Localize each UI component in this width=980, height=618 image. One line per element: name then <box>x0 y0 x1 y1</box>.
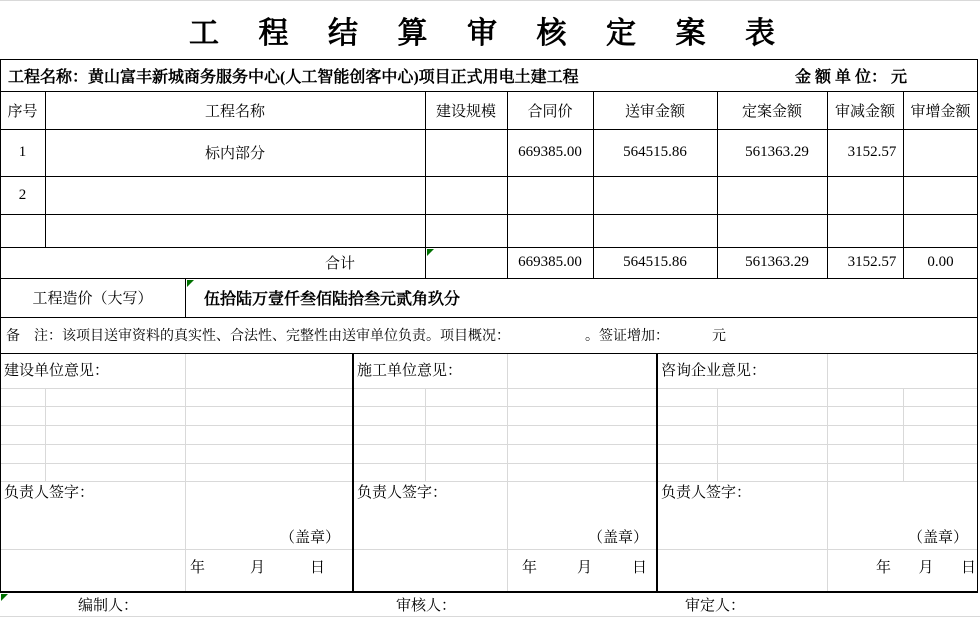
grid-line <box>717 388 718 481</box>
opinion-contractor-seal-label: （盖章） <box>587 529 648 546</box>
date-year-label: 年 <box>190 559 206 576</box>
table-border <box>45 91 46 247</box>
opinion-owner-sign-label: 负责人签字： <box>4 484 95 501</box>
amount-words-value: 伍拾陆万壹仟叁佰陆拾叁元贰角玖分 <box>204 291 461 308</box>
table-border <box>0 176 978 177</box>
date-year-label: 年 <box>522 559 538 576</box>
footer-preparer-label: 编制人： <box>78 598 139 614</box>
table-border <box>717 91 718 278</box>
total-label: 合计 <box>324 256 355 272</box>
opinion-contractor-date <box>522 552 647 580</box>
grid-line <box>0 549 977 550</box>
grid-line <box>0 425 977 426</box>
total-finalized: 561363.29 <box>745 254 809 270</box>
footer-reviewer-label: 审核人： <box>396 598 457 614</box>
total-reduced: 3152.57 <box>847 254 897 270</box>
opinion-contractor-sign-label: 负责人签字： <box>357 484 448 501</box>
remark-sign-addition: 。签证增加： <box>585 329 669 344</box>
section-divider <box>352 353 354 591</box>
total-submitted: 564515.86 <box>623 254 687 270</box>
table-border <box>903 91 904 278</box>
date-month-label: 月 <box>918 559 934 576</box>
opinion-consultant-date <box>876 552 976 580</box>
amount-words-label: 工程造价（大写） <box>32 291 153 307</box>
table-border <box>0 129 978 130</box>
remark-unit: 元 <box>712 329 726 344</box>
grid-line <box>903 388 904 481</box>
grid-line <box>45 388 46 481</box>
grid-line <box>0 463 977 464</box>
header-no: 序号 <box>7 103 38 120</box>
opinion-owner-date <box>190 552 325 580</box>
opinion-consultant-sign-label: 负责人签字： <box>661 484 752 501</box>
grid-line <box>0 388 977 389</box>
opinion-owner-label: 建设单位意见： <box>4 362 110 379</box>
header-increased: 审增金额 <box>910 103 971 120</box>
total-contract: 669385.00 <box>518 254 582 270</box>
grid-line <box>827 353 828 591</box>
project-name-label: 工程名称：黄山富丰新城商务服务中心(人工智能创客中心)项目正式用电土建工程 <box>8 68 579 86</box>
cell-row1-no: 1 <box>18 144 27 160</box>
footer-approver-label: 审定人： <box>685 598 746 614</box>
table-border <box>0 91 978 92</box>
header-finalized: 定案金额 <box>741 103 802 120</box>
date-year-label: 年 <box>876 559 892 576</box>
table-border <box>425 91 426 278</box>
table-border <box>977 59 978 592</box>
total-increased: 0.00 <box>927 254 954 270</box>
opinion-contractor-label: 施工单位意见： <box>357 362 463 379</box>
grid-line <box>507 353 508 591</box>
opinion-consultant-label: 咨询企业意见： <box>661 362 767 379</box>
table-border <box>0 59 1 592</box>
header-scale: 建设规模 <box>435 103 496 120</box>
error-indicator-icon <box>187 280 194 287</box>
cell-row1-finalized: 561363.29 <box>745 144 809 160</box>
grid-line <box>425 388 426 481</box>
table-border <box>0 317 978 318</box>
cell-row1-contract: 669385.00 <box>518 144 582 160</box>
table-border <box>827 91 828 278</box>
amount-unit-label: 金 额 单 位： 元 <box>795 68 908 86</box>
table-border <box>593 91 594 278</box>
opinion-owner-seal-label: （盖章） <box>279 529 340 546</box>
date-month-label: 月 <box>249 559 265 576</box>
error-indicator-icon <box>1 594 8 601</box>
cell-row1-name: 标内部分 <box>204 146 265 162</box>
grid-line <box>0 616 980 617</box>
date-day-label: 日 <box>960 559 976 576</box>
cell-row1-reduced: 3152.57 <box>847 144 897 160</box>
table-border <box>185 278 186 317</box>
table-border <box>0 278 978 279</box>
header-reduced: 审减金额 <box>834 103 895 120</box>
date-day-label: 日 <box>631 559 647 576</box>
grid-line <box>185 353 186 591</box>
grid-line <box>0 481 977 482</box>
table-border <box>507 91 508 278</box>
opinion-consultant-seal-label: （盖章） <box>907 529 968 546</box>
grid-line <box>0 444 977 445</box>
date-month-label: 月 <box>576 559 592 576</box>
grid-line <box>0 0 980 1</box>
cell-row2-no: 2 <box>18 186 27 203</box>
section-divider <box>656 353 658 591</box>
table-border <box>0 59 978 60</box>
page-title: 工 程 结 算 审 核 定 案 表 <box>189 17 791 50</box>
table-border <box>0 591 978 593</box>
header-name: 工程名称 <box>204 103 265 120</box>
grid-line <box>0 406 977 407</box>
table-border <box>0 247 978 248</box>
cell-row1-submitted: 564515.86 <box>623 144 687 160</box>
header-contract: 合同价 <box>527 103 573 120</box>
error-indicator-icon <box>427 249 434 256</box>
remark-text: 备 注：该项目送审资料的真实性、合法性、完整性由送审单位负责。项目概况： <box>6 329 510 344</box>
table-border <box>0 214 978 215</box>
date-day-label: 日 <box>309 559 325 576</box>
table-border <box>0 353 978 354</box>
header-submitted: 送审金额 <box>624 103 685 120</box>
